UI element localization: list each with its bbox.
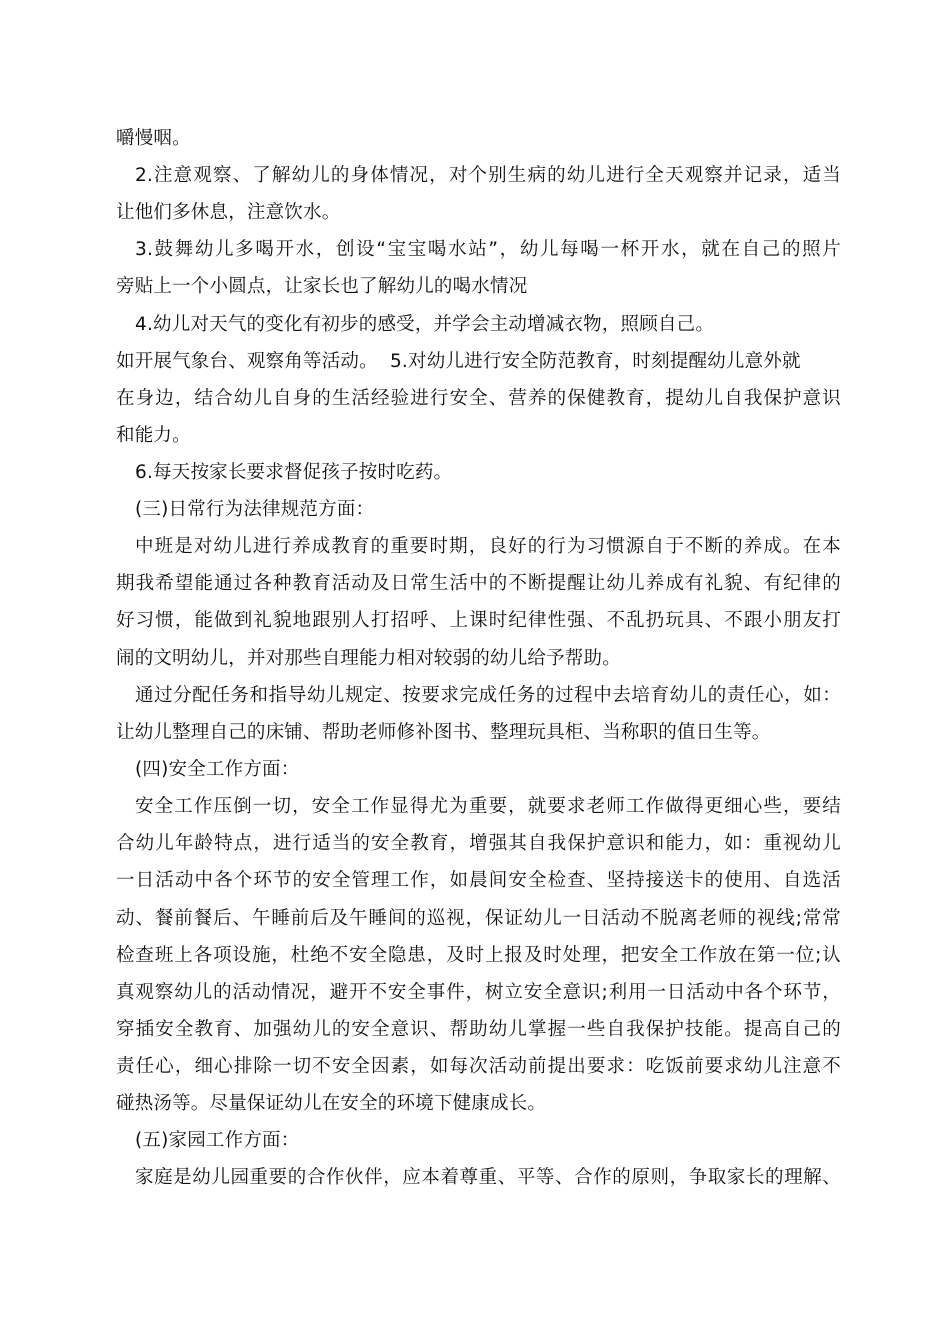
text-line: 一日活动中各个环节的安全管理工作，如晨间安全检查、坚持接送卡的使用、自选活 (116, 870, 841, 891)
text-line: 检查班上各项设施，杜绝不安全隐患，及时上报及时处理，把安全工作放在第一位;认 (116, 945, 841, 966)
section-heading: (五)家园工作方面： (135, 1130, 300, 1151)
text-line: 让他们多休息，注意饮水。 (116, 202, 341, 223)
text-line: 让幼儿整理自己的床铺、帮助老师修补图书、整理玩具柜、当称职的值日生等。 (116, 722, 771, 743)
text-line: 嚼慢咽。 (116, 128, 191, 149)
text-line: 中班是对幼儿进行养成教育的重要时期，良好的行为习惯源自于不断的养成。在本 (135, 536, 841, 557)
text-line: 真观察幼儿的活动情况，避开不安全事件，树立安全意识;利用一日活动中各个环节， (116, 982, 841, 1003)
text-line: 碰热汤等。尽量保证幼儿在安全的环境下健康成长。 (116, 1093, 547, 1114)
text-line: 和能力。 (116, 425, 191, 446)
text-line: 如开展气象台、观察角等活动。 5.对幼儿进行安全防范教育，时刻提醒幼儿意外就 (116, 351, 801, 372)
text-line: 旁贴上一个小圆点，让家长也了解幼儿的喝水情况 (116, 276, 528, 297)
text-line: 动、餐前餐后、午睡前后及午睡间的巡视，保证幼儿一日活动不脱离老师的视线;常常 (116, 908, 841, 929)
text-line: 穿插安全教育、加强幼儿的安全意识、帮助幼儿掌握一些自我保护技能。提高自己的 (116, 1019, 841, 1040)
text-line: 责任心，细心排除一切不安全因素，如每次活动前提出要求：吃饭前要求幼儿注意不 (116, 1056, 841, 1077)
text-line: 安全工作压倒一切，安全工作显得尤为重要，就要求老师工作做得更细心些，要结 (135, 796, 841, 817)
section-heading: (四)安全工作方面： (135, 759, 300, 780)
text-line: 6.每天按家长要求督促孩子按时吃药。 (135, 462, 453, 483)
text-line: 期我希望能通过各种教育活动及日常生活中的不断提醒让幼儿养成有礼貌、有纪律的 (116, 573, 841, 594)
text-line: 好习惯，能做到礼貌地跟别人打招呼、上课时纪律性强、不乱扔玩具、不跟小朋友打 (116, 610, 841, 631)
section-heading: (三)日常行为法律规范方面： (135, 499, 375, 520)
text-line: 闹的文明幼儿，并对那些自理能力相对较弱的幼儿给予帮助。 (116, 648, 621, 669)
text-line: 合幼儿年龄特点，进行适当的安全教育，增强其自我保护意识和能力，如：重视幼儿 (116, 833, 841, 854)
text-line: 2.注意观察、了解幼儿的身体情况，对个别生病的幼儿进行全天观察并记录，适当 (135, 165, 841, 186)
text-line: 通过分配任务和指导幼儿规定、按要求完成任务的过程中去培育幼儿的责任心，如： (135, 685, 841, 706)
text-line: 4.幼儿对天气的变化有初步的感受，并学会主动增减衣物，照顾自己。 (135, 314, 715, 335)
text-line: 家庭是幼儿园重要的合作伙伴，应本着尊重、平等、合作的原则，争取家长的理解、 (135, 1167, 841, 1188)
text-line: 在身边，结合幼儿自身的生活经验进行安全、营养的保健教育，提幼儿自我保护意识 (116, 388, 841, 409)
text-line: 3.鼓舞幼儿多喝开水，创设“宝宝喝水站”，幼儿每喝一杯开水，就在自己的照片 (135, 239, 841, 260)
